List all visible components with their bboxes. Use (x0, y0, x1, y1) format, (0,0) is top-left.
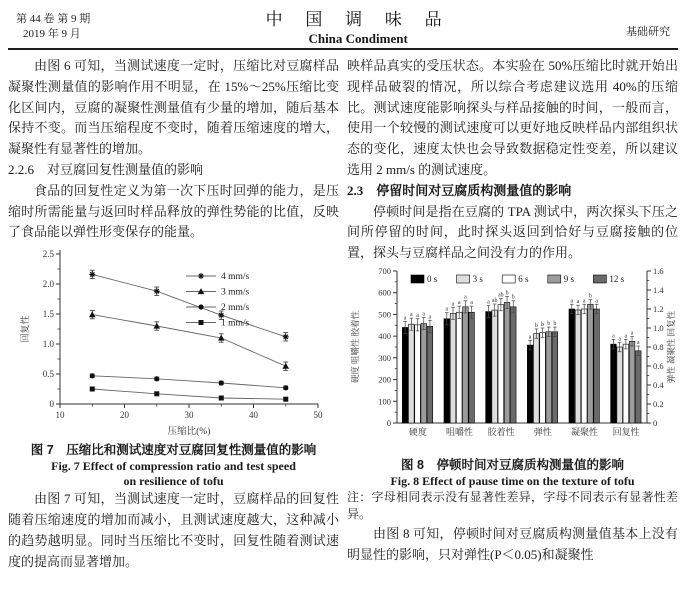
svg-text:a: a (570, 298, 574, 305)
svg-text:700: 700 (378, 265, 391, 276)
svg-text:2.5: 2.5 (42, 249, 54, 260)
figure-7 (8, 244, 339, 489)
svg-text:4 mm/s: 4 mm/s (220, 272, 249, 283)
svg-text:a: a (576, 299, 580, 306)
svg-text:1.6: 1.6 (653, 265, 664, 276)
svg-text:ab: ab (491, 297, 498, 304)
issue-date: 2019 年 9 月 (23, 28, 81, 40)
svg-text:a: a (428, 314, 432, 321)
journal-header (16, 5, 670, 47)
svg-text:a: a (470, 300, 473, 307)
figure8-note: 注：字母相同表示没有显著性差异，字母不同表示有显著性差异。 (347, 489, 678, 522)
svg-text:1.2: 1.2 (653, 303, 664, 314)
svg-text:硬度 咀嚼性 胶着性: 硬度 咀嚼性 胶着性 (350, 310, 360, 384)
svg-text:a: a (582, 298, 586, 305)
heading-2-3: 2.3 停留时间对豆腐质构测量值的影响 (347, 182, 572, 198)
section-label: 基础研究 (626, 26, 670, 38)
svg-text:a: a (409, 312, 413, 319)
svg-text:1.4: 1.4 (653, 284, 664, 295)
svg-text:a: a (464, 294, 467, 301)
svg-text:1.0: 1.0 (653, 322, 664, 333)
svg-text:1.0: 1.0 (42, 339, 54, 350)
svg-text:a: a (624, 333, 628, 340)
journal-title-cn: 中 国 调 味 品 (265, 10, 451, 29)
svg-text:0 s: 0 s (427, 273, 438, 284)
svg-text:0: 0 (386, 417, 391, 428)
svg-text:2.0: 2.0 (42, 279, 54, 290)
svg-text:20: 20 (119, 410, 129, 421)
issue-info (16, 5, 90, 42)
svg-text:12 s: 12 s (609, 273, 625, 284)
figure7-line-chart (16, 244, 332, 442)
svg-text:b: b (505, 290, 509, 297)
svg-text:400: 400 (378, 331, 391, 342)
svg-text:a: a (612, 333, 615, 340)
journal-title-en: China Condiment (308, 31, 408, 46)
svg-text:咀嚼性: 咀嚼性 (445, 426, 474, 437)
svg-text:1.5: 1.5 (42, 309, 54, 320)
svg-text:b: b (511, 294, 515, 301)
svg-text:0.6: 0.6 (653, 360, 664, 371)
svg-text:b: b (553, 321, 557, 328)
svg-text:9 s: 9 s (563, 273, 575, 284)
svg-text:0: 0 (49, 399, 54, 410)
svg-text:200: 200 (378, 374, 391, 385)
paragraph-fig8-discussion: 由图 8 可知，停顿时间对豆腐质构测量值基本上没有明显性的影响，只对弹性(P＜0.05)和凝聚性 (347, 525, 678, 562)
svg-text:30: 30 (184, 410, 193, 421)
figure7-caption-en-line2: on resilience of tofu (123, 474, 224, 489)
svg-text:500: 500 (378, 309, 391, 320)
figure7-caption-cn: 图 7 压缩比和测试速度对豆腐回复性测量值的影响 (30, 443, 317, 458)
svg-text:0.8: 0.8 (653, 341, 664, 352)
paragraph-compression-speed: 映样品真实的受压状态。本实验在 50%压缩比时就开始出现样品破裂的情况，所以综合考虑建议选用 40%的压缩比。测试速度能影响探头与样品接触的时间，一般而言，使用一个较慢的测试速度可以更好地反映样品内部组织状态的变化，速度太快也会导致数据稳定性变差，所以建议选用 2 mm/s 的测试速度。 (347, 58, 678, 177)
svg-text:40: 40 (248, 410, 258, 421)
svg-text:b: b (541, 321, 545, 328)
heading-2-2-6: 2.2.6 对豆腐回复性测量值的影响 (8, 161, 204, 177)
svg-text:回复性: 回复性 (612, 426, 640, 437)
journal-title-block (90, 5, 626, 47)
svg-text:凝聚性: 凝聚性 (570, 426, 599, 437)
svg-text:1 mm/s: 1 mm/s (220, 318, 249, 329)
svg-text:0: 0 (653, 417, 658, 428)
paragraph-fig7-discussion: 由图 7 可知，当测试速度一定时，豆腐样品的回复性随着压缩速度的增加而减小，且测试速度越大，这种减小的趋势越明显。同时当压缩比不变时，回复性随着测试速度的提高而显著增加。 (8, 491, 339, 569)
svg-text:a: a (630, 330, 634, 337)
left-column (8, 56, 339, 572)
svg-text:3 s: 3 s (472, 273, 483, 284)
svg-text:a: a (403, 315, 407, 322)
svg-text:3 mm/s: 3 mm/s (220, 287, 249, 298)
svg-text:b: b (534, 322, 538, 329)
paragraph-fig6-discussion: 由图 6 可知，当测试速度一定时，压缩比对豆腐样品凝聚性测量值的影响作用不明显，在 15%～25%压缩比变化区间内，豆腐的凝聚性测量值有少量的增加，随后基本保持不变。而当压缩程度不变时，随着压缩速度的增大，凝聚性有显著性的增加。 (8, 58, 339, 157)
svg-text:10: 10 (55, 410, 64, 421)
svg-text:2 mm/s: 2 mm/s (220, 303, 249, 314)
svg-text:a: a (445, 306, 449, 313)
right-column (347, 56, 678, 566)
svg-text:a: a (451, 301, 455, 308)
paragraph-resilience-definition: 食品的回复性定义为第一次下压时回弹的能力，是压缩时所需能量与返回时样品释放的弹性势能的比值，反映了食品能以弹性形变保存的能量。 (8, 182, 339, 240)
svg-text:ab: ab (498, 292, 504, 299)
svg-text:硬度: 硬度 (408, 426, 427, 437)
svg-text:a: a (636, 340, 640, 347)
svg-text:a: a (457, 300, 461, 307)
svg-text:弹性 凝聚性 回复性: 弹性 凝聚性 回复性 (666, 310, 676, 384)
svg-text:6 s: 6 s (518, 273, 529, 284)
svg-text:a: a (422, 311, 426, 318)
svg-text:a: a (528, 334, 532, 341)
svg-text:胶着性: 胶着性 (487, 426, 515, 437)
svg-text:a: a (487, 299, 490, 306)
figure-8 (347, 265, 678, 524)
svg-text:b: b (547, 321, 551, 328)
header-rule (8, 48, 678, 50)
figure8-bar-chart (347, 265, 682, 457)
volume-issue: 第 44 卷 第 9 期 (16, 13, 91, 25)
svg-text:压缩比(%): 压缩比(%) (167, 427, 210, 438)
svg-text:0.5: 0.5 (42, 369, 54, 380)
figure8-caption-cn: 图 8 停顿时间对豆腐质构测量值的影响 (401, 457, 624, 472)
figure8-caption-en: Fig. 8 Effect of pause time on the texture of tofu (390, 473, 635, 488)
svg-text:a: a (416, 312, 419, 319)
svg-text:100: 100 (378, 396, 391, 407)
svg-text:弹性: 弹性 (533, 426, 552, 437)
paragraph-pause-time-definition: 停顿时间是指在豆腐的 TPA 测试中，两次探头下压之间所停留的时间，此时探头返回到恰好与豆腐接触的位置，探头与豆腐样品之间没有力的作用。 (347, 203, 678, 261)
svg-text:a: a (618, 336, 622, 343)
svg-text:0.2: 0.2 (653, 398, 664, 409)
svg-text:a: a (595, 298, 598, 305)
svg-text:b: b (588, 293, 592, 300)
svg-text:回复性: 回复性 (19, 315, 30, 343)
svg-text:300: 300 (378, 352, 391, 363)
svg-text:0.4: 0.4 (653, 379, 664, 390)
figure7-caption-en-line1: Fig. 7 Effect of compression ratio and test speed (51, 459, 296, 474)
svg-text:50: 50 (313, 410, 322, 421)
svg-text:600: 600 (378, 287, 391, 298)
